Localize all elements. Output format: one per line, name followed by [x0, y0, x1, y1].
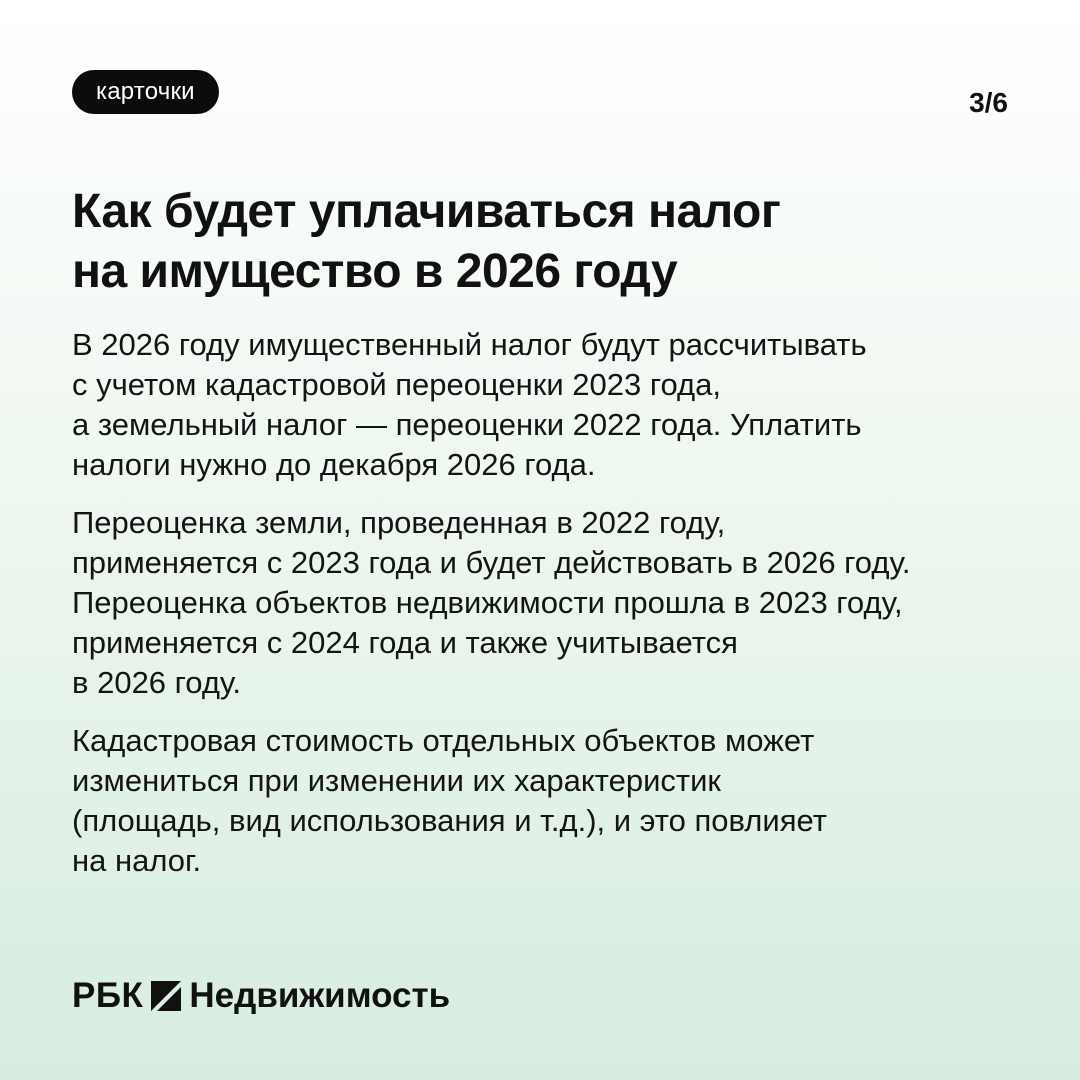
title-line: на имущество в 2026 году — [72, 245, 678, 298]
category-badge[interactable]: карточки — [72, 70, 219, 114]
paragraph-line: налоги нужно до декабря 2026 года. — [72, 447, 596, 482]
page-counter: 3/6 — [969, 87, 1008, 118]
title-line: Как будет уплачиваться налог — [72, 185, 781, 238]
card-title — [72, 182, 1012, 302]
paragraph — [72, 721, 1032, 881]
brand-logo[interactable] — [72, 974, 450, 1018]
paragraph-line: применяется с 2024 года и также учитывается — [72, 625, 738, 660]
paragraph — [72, 503, 1032, 703]
paragraph — [72, 325, 1032, 485]
paragraph-line: Кадастровая стоимость отдельных объектов может — [72, 723, 815, 758]
brand-name: РБК — [72, 976, 144, 1015]
paragraph-line: с учетом кадастровой переоценки 2023 года, — [72, 367, 721, 402]
paragraph-line: В 2026 году имущественный налог будут рассчитывать — [72, 327, 867, 362]
paragraph-line: Переоценка земли, проведенная в 2022 году, — [72, 505, 726, 540]
paragraph-line: в 2026 году. — [72, 665, 241, 700]
brand-section: Недвижимость — [189, 976, 451, 1015]
paragraph-line: на налог. — [72, 843, 202, 878]
paragraph-line: измениться при изменении их характеристик — [72, 763, 721, 798]
paragraph-line: а земельный налог — переоценки 2022 года. Уплатить — [72, 407, 862, 442]
paragraph-line: (площадь, вид использования и т.д.), и это повлияет — [72, 803, 827, 838]
slash-square-icon — [151, 981, 181, 1011]
paragraph-line: применяется с 2023 года и будет действовать в 2026 году. — [72, 545, 911, 580]
paragraph-line: Переоценка объектов недвижимости прошла в 2023 году, — [72, 585, 903, 620]
card-body — [72, 325, 1032, 899]
